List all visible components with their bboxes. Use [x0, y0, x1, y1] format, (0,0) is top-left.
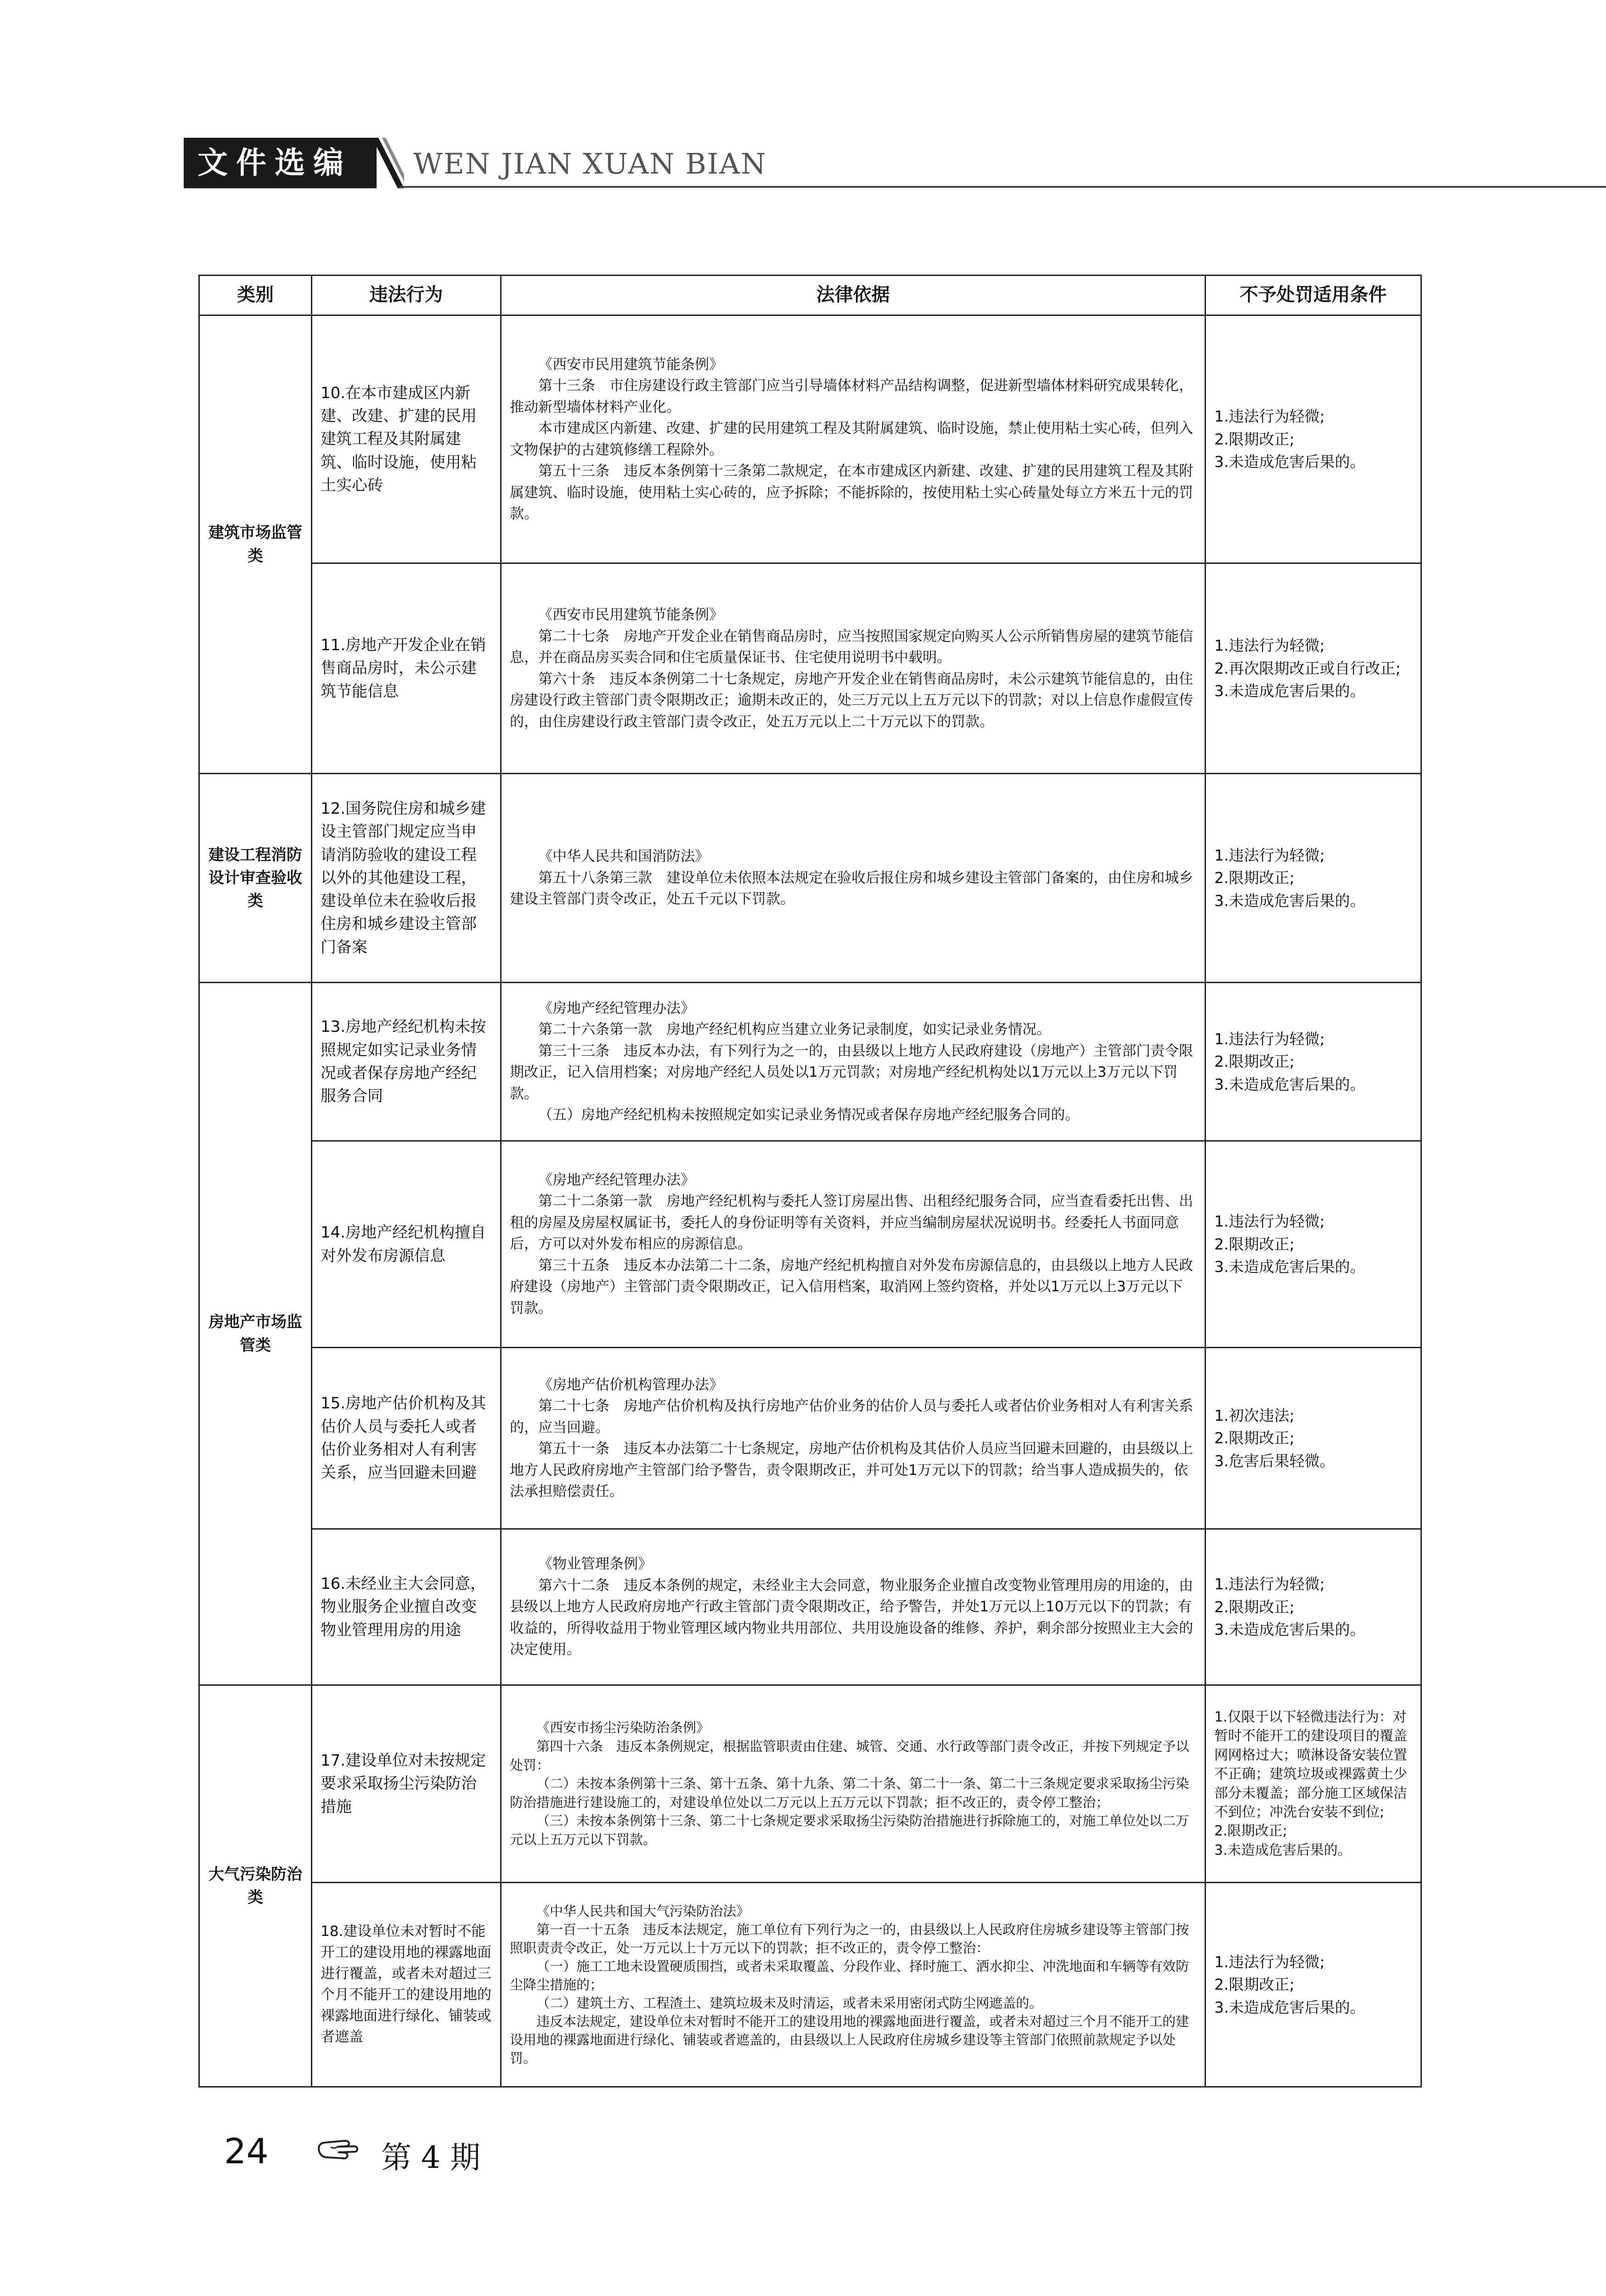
law-source: 《房地产经纪管理办法》 [538, 1000, 695, 1017]
law-clause: 第六十条 违反本条例第二十七条规定，房地产开发企业在销售商品房时，未公示建筑节能信息的，由住房建设行政主管部门责令限期改正；逾期未改正的，处三万元以上五万元以下的罚款；对以上信息作虚假宣传的，由住房建设行政主管部门责令改正，处五万元以上二十万元以下的罚款。 [510, 670, 1193, 730]
law-clause: 第十三条 市住房建设行政主管部门应当引导墙体材料产品结构调整，促进新型墙体材料研究成果转化，推动新型墙体材料产业化。 [510, 377, 1193, 416]
condition-item: 3.未造成危害后果的。 [1214, 1258, 1365, 1276]
conditions-cell [1206, 563, 1421, 774]
table-row [199, 1348, 1421, 1529]
condition-item: 2.限期改正; [1214, 1598, 1295, 1616]
law-clause: （一）施工工地未设置硬质围挡，或者未采取覆盖、分段作业、择时施工、洒水抑尘、冲洗地面和车辆等有效防尘降尘措施的； [510, 1958, 1189, 1992]
condition-item: 2.再次限期改正或自行改正; [1214, 659, 1401, 677]
header-rule [400, 186, 1606, 188]
law-source: 《房地产经纪管理办法》 [538, 1171, 695, 1188]
law-clause: 第五十三条 违反本条例第十三条第二款规定，在本市建成区内新建、改建、扩建的民用建筑工程及其附属建筑、临时设施，使用粘土实心砖的，应予拆除；不能拆除的，按使用粘土实心砖量处每立方米五十元的罚款。 [510, 463, 1193, 522]
legal-basis-cell [501, 563, 1206, 774]
header-slant-decoration [372, 138, 404, 188]
behavior-cell: 18.建设单位未对暂时不能开工的建设用地的裸露地面进行覆盖，或者未对超过三个月不能开工的建设用地的裸露地面进行绿化、铺装或者遮盖 [312, 1883, 501, 2087]
law-clause: 第四十六条 违反本条例规定，根据监管职责由住建、城管、交通、水行政等部门责令改正，并按下列规定予以处罚： [510, 1739, 1189, 1773]
conditions-cell [1206, 983, 1421, 1141]
behavior-cell: 15.房地产估价机构及其估价人员与委托人或者估价业务相对人有利害关系，应当回避未回避 [312, 1348, 501, 1529]
conditions-cell [1206, 315, 1421, 563]
behavior-cell: 17.建设单位对未按规定要求采取扬尘污染防治措施 [312, 1685, 501, 1883]
law-clause: 第六十二条 违反本条例的规定，未经业主大会同意，物业服务企业擅自改变物业管理用房的用途的，由县级以上地方人民政府房地产行政主管部门责令限期改正，给予警告，并处1万元以上10万元以下的罚款；有收益的，所得收益用于物业管理区域内物业共用部位、共用设施设备的维修、养护，剩余部分按照业主大会的决定使用。 [510, 1577, 1193, 1658]
condition-item: 3.未造成危害后果的。 [1214, 453, 1365, 471]
condition-item: 1.仅限于以下轻微违法行为：对暂时不能开工的建设项目的覆盖网网格过大；喷淋设备安装位置不正确；建筑垃圾或裸露黄土少部分未覆盖；部分施工区域保洁不到位；冲洗台安装不到位; [1214, 1709, 1407, 1820]
law-clause: 第三十五条 违反本办法第二十二条，房地产经纪机构擅自对外发布房源信息的，由县级以上地方人民政府建设（房地产）主管部门责令限期改正，记入信用档案，取消网上签约资格，并处以1万元以上3万元以下罚款。 [510, 1257, 1193, 1317]
conditions-cell [1206, 1529, 1421, 1685]
table-row [199, 1883, 1421, 2087]
condition-item: 1.违法行为轻微; [1214, 407, 1325, 426]
condition-item: 1.违法行为轻微; [1214, 1953, 1325, 1971]
pointing-hand-icon [317, 2135, 358, 2163]
legal-basis-cell [501, 1141, 1206, 1348]
section-title: 文件选编 [184, 138, 377, 188]
section-header [184, 138, 1424, 188]
law-source: 《西安市扬尘污染防治条例》 [536, 1720, 710, 1736]
law-source: 《物业管理条例》 [538, 1556, 652, 1573]
behavior-cell: 11.房地产开发企业在销售商品房时，未公示建筑节能信息 [312, 563, 501, 774]
conditions-cell [1206, 774, 1421, 983]
legal-basis-cell [501, 1529, 1206, 1685]
condition-item: 3.未造成危害后果的。 [1214, 1621, 1365, 1639]
column-header-legal-basis: 法律依据 [501, 276, 1206, 315]
law-clause: 第二十六条第一款 房地产经纪机构应当建立业务记录制度，如实记录业务情况。 [538, 1021, 1051, 1038]
law-clause: 第二十七条 房地产估价机构及执行房地产估价业务的估价人员与委托人或者估价业务相对人有利害关系的，应当回避。 [510, 1398, 1193, 1436]
condition-item: 1.违法行为轻微; [1214, 1030, 1325, 1048]
table-row [199, 563, 1421, 774]
category-cell: 建筑市场监管类 [199, 315, 312, 774]
table-row [199, 315, 1421, 563]
law-source: 《西安市民用建筑节能条例》 [538, 607, 723, 623]
law-source: 《房地产估价机构管理办法》 [538, 1376, 723, 1393]
condition-item: 2.限期改正; [1214, 1975, 1295, 1994]
behavior-cell: 14.房地产经纪机构擅自对外发布房源信息 [312, 1141, 501, 1348]
conditions-cell [1206, 1141, 1421, 1348]
category-cell: 房地产市场监管类 [199, 983, 312, 1685]
condition-item: 3.未造成危害后果的。 [1214, 891, 1365, 910]
section-latin-title: WEN JIAN XUAN BIAN [413, 147, 767, 180]
condition-item: 1.违法行为轻微; [1214, 846, 1325, 864]
conditions-cell [1206, 1883, 1421, 2087]
issue-label: 第 4 期 [381, 2140, 480, 2175]
law-clause: （三）未按本条例第十三条、第二十七条规定要求采取扬尘污染防治措施进行拆除施工的，对施工单位处以二万元以上五万元以下罚款。 [510, 1813, 1189, 1847]
column-header-behavior: 违法行为 [312, 276, 501, 315]
table-row [199, 1141, 1421, 1348]
law-clause: （二）未按本条例第十三条、第十五条、第十九条、第二十条、第二十一条、第二十三条规定要求采取扬尘污染防治措施进行建设施工的，对建设单位处以二万元以上五万元以下罚款；拒不改正的，责令停工整治； [510, 1776, 1189, 1810]
legal-basis-cell [501, 1348, 1206, 1529]
behavior-cell: 13.房地产经纪机构未按照规定如实记录业务情况或者保存房地产经纪服务合同 [312, 983, 501, 1141]
column-header-conditions: 不予处罚适用条件 [1206, 276, 1421, 315]
condition-item: 2.限期改正; [1214, 1429, 1295, 1447]
column-header-category: 类别 [199, 276, 312, 315]
category-cell: 大气污染防治类 [199, 1685, 312, 2087]
penalty-exemption-table [198, 275, 1422, 2088]
condition-item: 3.未造成危害后果的。 [1214, 1075, 1365, 1093]
law-clause: 违反本法规定，建设单位未对暂时不能开工的建设用地的裸露地面进行覆盖，或者未对超过三个月不能开工的建设用地的裸露地面进行绿化、铺装或者遮盖的，由县级以上人民政府住房城乡建设等主管部门依照前款规定予以处罚。 [510, 2014, 1189, 2066]
law-clause: 本市建成区内新建、改建、扩建的民用建筑工程及其附属建筑、临时设施，禁止使用粘土实心砖，但列入文物保护的古建筑修缮工程除外。 [510, 420, 1193, 458]
condition-item: 3.危害后果轻微。 [1214, 1452, 1335, 1470]
condition-item: 2.限期改正; [1214, 430, 1295, 448]
page-number: 24 [224, 2131, 269, 2172]
category-cell: 建设工程消防设计审查验收类 [199, 774, 312, 983]
law-clause: 第一百一十五条 违反本法规定，施工单位有下列行为之一的，由县级以上人民政府住房城乡建设等主管部门按照职责责令改正，处一万元以上十万元以下的罚款；拒不改正的，责令停工整治： [510, 1921, 1189, 1956]
table-row [199, 1529, 1421, 1685]
table-row [199, 774, 1421, 983]
table-row [199, 1685, 1421, 1883]
legal-basis-cell [501, 1883, 1206, 2087]
law-clause: （五）房地产经纪机构未按照规定如实记录业务情况或者保存房地产经纪服务合同的。 [538, 1107, 1079, 1123]
condition-item: 1.违法行为轻微; [1214, 1575, 1325, 1593]
condition-item: 2.限期改正; [1214, 1052, 1295, 1071]
legal-basis-cell [501, 315, 1206, 563]
condition-item: 3.未造成危害后果的。 [1214, 1842, 1352, 1858]
legal-basis-cell [501, 774, 1206, 983]
law-clause: 第二十二条第一款 房地产经纪机构与委托人签订房屋出售、出租经纪服务合同，应当查看委托出售、出租的房屋及房屋权属证书，委托人的身份证明等有关资料，并应当编制房屋状况说明书。经委托人书面同意后，方可以对外发布相应的房源信息。 [510, 1193, 1193, 1253]
law-clause: 第三十三条 违反本办法，有下列行为之一的，由县级以上地方人民政府建设（房地产）主管部门责令限期改正，记入信用档案；对房地产经纪人员处以1万元罚款；对房地产经纪机构处以1万元以上3万元以下罚款。 [510, 1042, 1193, 1102]
law-clause: 第二十七条 房地产开发企业在销售商品房时，应当按照国家规定向购买人公示所销售房屋的建筑节能信息，并在商品房买卖合同和住宅质量保证书、住宅使用说明书中载明。 [510, 628, 1193, 666]
condition-item: 2.限期改正; [1214, 1823, 1287, 1840]
legal-basis-cell [501, 983, 1206, 1141]
condition-item: 3.未造成危害后果的。 [1214, 1998, 1365, 2016]
table-row [199, 983, 1421, 1141]
conditions-cell [1206, 1348, 1421, 1529]
condition-item: 1.违法行为轻微; [1214, 636, 1325, 655]
law-clause: 第五十一条 违反本办法第二十七条规定，房地产估价机构及其估价人员应当回避未回避的，由县级以上地方人民政府房地产主管部门给予警告，责令限期改正，并可处1万元以下的罚款；给当事人造成损失的，依法承担赔偿责任。 [510, 1441, 1193, 1500]
condition-item: 1.初次违法; [1214, 1406, 1295, 1424]
condition-item: 1.违法行为轻微; [1214, 1212, 1325, 1231]
law-clause: （二）建筑土方、工程渣土、建筑垃圾未及时清运，或者未采用密闭式防尘网遮盖的。 [536, 1995, 1043, 2011]
conditions-cell [1206, 1685, 1421, 1883]
condition-item: 2.限期改正; [1214, 1235, 1295, 1253]
condition-item: 2.限期改正; [1214, 869, 1295, 887]
condition-item: 3.未造成危害后果的。 [1214, 682, 1365, 700]
legal-basis-cell [501, 1685, 1206, 1883]
behavior-cell: 12.国务院住房和城乡建设主管部门规定应当申请消防验收的建设工程以外的其他建设工程，建设单位未在验收后报住房和城乡建设主管部门备案 [312, 774, 501, 983]
behavior-cell: 10.在本市建成区内新建、改建、扩建的民用建筑工程及其附属建筑、临时设施，使用粘土实心砖 [312, 315, 501, 563]
law-source: 《中华人民共和国消防法》 [538, 848, 709, 865]
law-source: 《西安市民用建筑节能条例》 [538, 356, 723, 373]
behavior-cell: 16.未经业主大会同意，物业服务企业擅自改变物业管理用房的用途 [312, 1529, 501, 1685]
law-source: 《中华人民共和国大气污染防治法》 [536, 1903, 750, 1919]
law-clause: 第五十八条第三款 建设单位未依照本法规定在验收后报住房和城乡建设主管部门备案的，由住房和城乡建设主管部门责令改正，处五千元以下罚款。 [510, 869, 1193, 908]
table-header-row [199, 276, 1421, 315]
